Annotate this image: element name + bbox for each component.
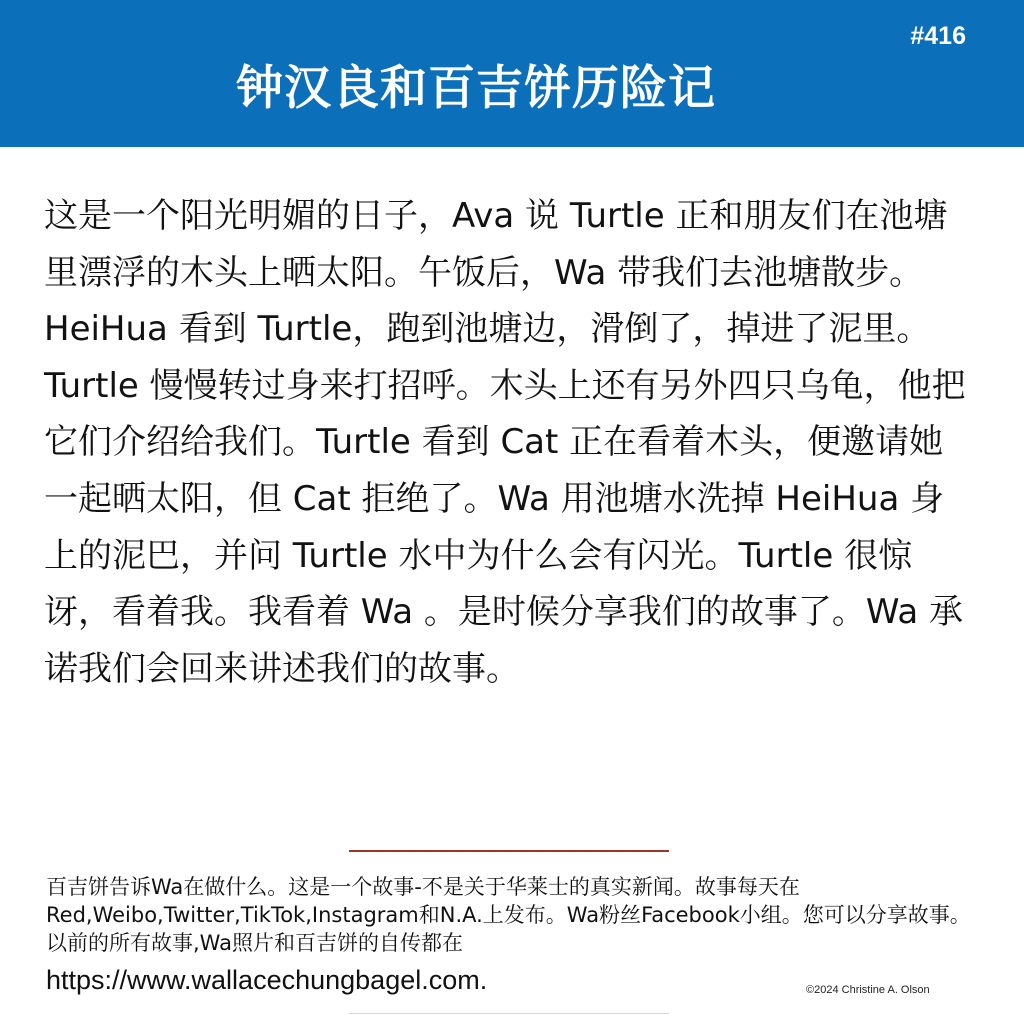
page-title: 钟汉良和百吉饼历险记 xyxy=(236,61,716,116)
story-text: 这是一个阳光明媚的日子，Ava 说 Turtle 正和朋友们在池塘里漂浮的木头上晒太阳。午饭后，Wa 带我们去池塘散步。HeiHua 看到 Turtle，跑到池塘边，滑倒了，掉进了泥里。Turtle 慢慢转过身来打招呼。木头上还有另外四只乌龟，他把它们介绍给我们。Turtle 看到 Cat 正在看着木头，便邀请她一起晒太阳，但 Cat 拒绝了。Wa 用池塘水洗掉 HeiHua 身上的泥巴，并问 Turtle 水中为什么会有闪光。Turtle 很惊讶，看着我。我看着 Wa 。是时候分享我们的故事了。Wa 承诺我们会回来讲述我们的故事。 xyxy=(44,196,966,689)
website-url: https://www.wallacechungbagel.com. xyxy=(46,965,488,995)
episode-number: #416 xyxy=(910,22,966,50)
footer-note: 百吉饼告诉Wa在做什么。这是一个故事-不是关于华莱士的真实新闻。故事每天在Red,Weibo,Twitter,TikTok,Instagram和N.A.上发布。Wa粉丝Facebook小组。您可以分享故事。以前的所有故事,Wa照片和百吉饼的自传都在 xyxy=(46,875,971,955)
header-banner xyxy=(0,0,1024,147)
section-divider xyxy=(349,850,669,852)
bottom-rule xyxy=(349,1013,669,1014)
copyright-notice: ©2024 Christine A. Olson xyxy=(806,984,930,996)
